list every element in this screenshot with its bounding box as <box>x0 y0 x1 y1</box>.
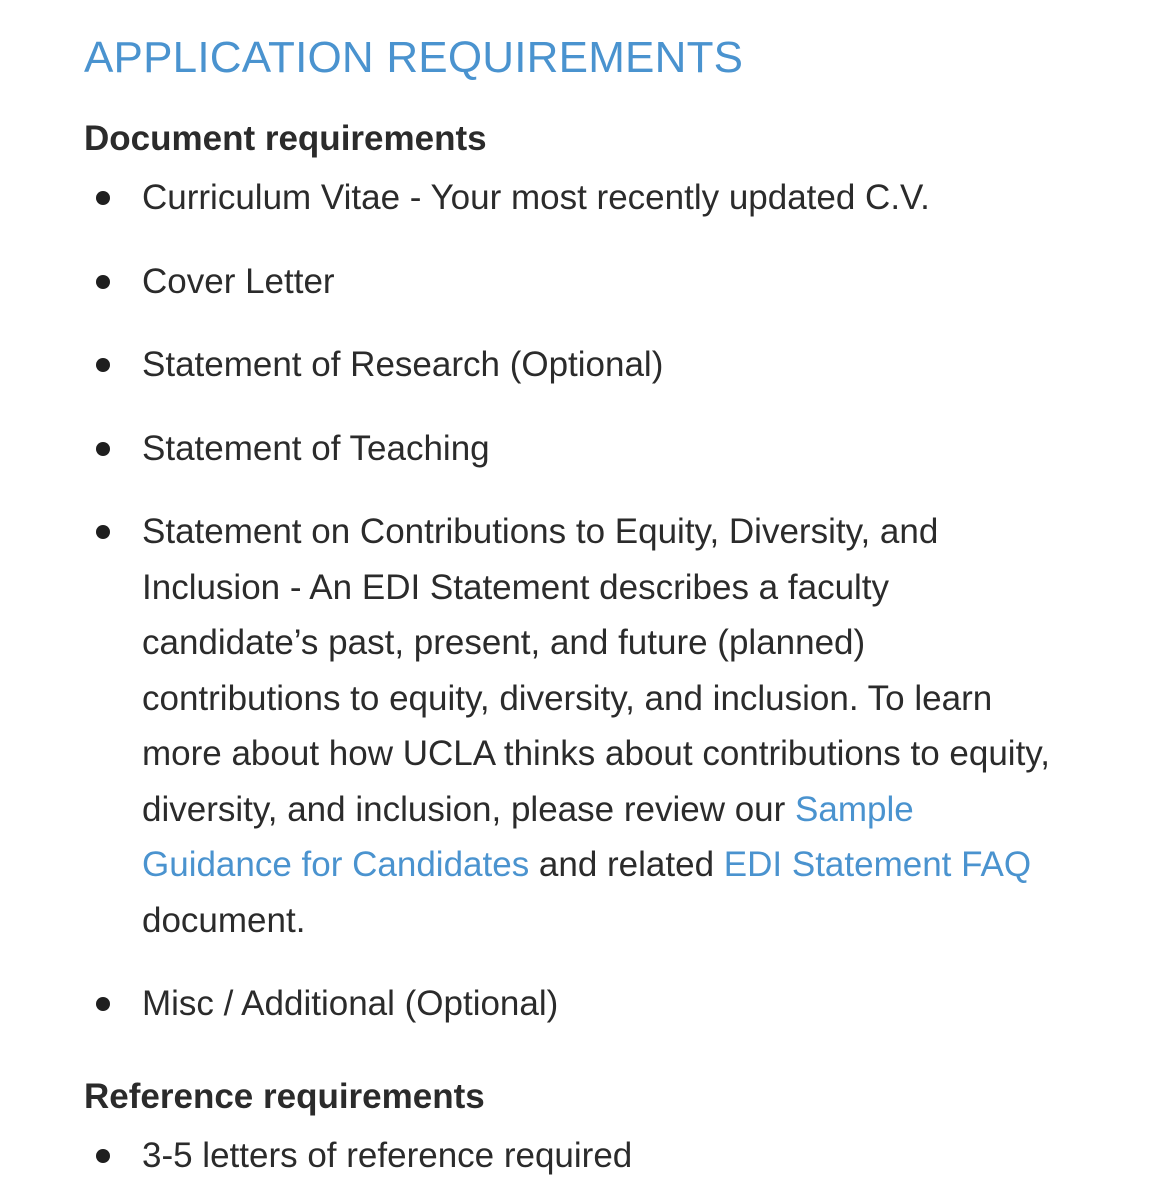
list-item-text: Statement of Teaching <box>142 428 490 468</box>
bullet-icon <box>96 358 110 372</box>
bullet-icon <box>96 275 110 289</box>
list-item-text: Cover Letter <box>142 261 335 301</box>
bullet-icon <box>96 525 110 539</box>
list-item-text: Curriculum Vitae - Your most recently updated C.V. <box>142 178 930 217</box>
list-item-text: Statement of Research (Optional) <box>142 345 664 384</box>
edi-text-before: Statement on Contributions to Equity, Diversity, and Inclusion - An EDI Statement describes a faculty candidate’s past, present, and future (planned) contributions to equity, diversity, and inclusion. To learn more about how UCLA thinks about contributions to equity, diversity, and inclusion, please review our <box>142 512 1050 829</box>
bullet-icon <box>96 997 110 1011</box>
list-item <box>0 337 1062 393</box>
edi-statement-item <box>0 504 1062 948</box>
sample-guidance-link[interactable]: Sample Guidance for Candidates <box>142 789 914 884</box>
list-item <box>0 1128 1062 1184</box>
bullet-icon <box>96 1149 110 1163</box>
bullet-icon <box>96 442 110 456</box>
list-item <box>0 976 1062 1032</box>
list-item-text: 3-5 letters of reference required <box>142 1136 633 1175</box>
list-item-text: Misc / Additional (Optional) <box>142 984 559 1023</box>
document-requirements-heading: Document requirements <box>84 119 487 158</box>
reference-requirements-list <box>0 1128 1062 1184</box>
list-item <box>0 421 1062 477</box>
reference-requirements-heading: Reference requirements <box>84 1077 485 1116</box>
edi-text-between: and related <box>529 845 724 884</box>
edi-text-after: document. <box>142 900 306 940</box>
document-requirements-list <box>0 170 1062 1032</box>
page-title: APPLICATION REQUIREMENTS <box>84 33 744 82</box>
edi-faq-link[interactable]: EDI Statement FAQ <box>723 845 1032 884</box>
list-item <box>0 170 1062 226</box>
bullet-icon <box>96 191 110 205</box>
list-item <box>0 254 1062 310</box>
